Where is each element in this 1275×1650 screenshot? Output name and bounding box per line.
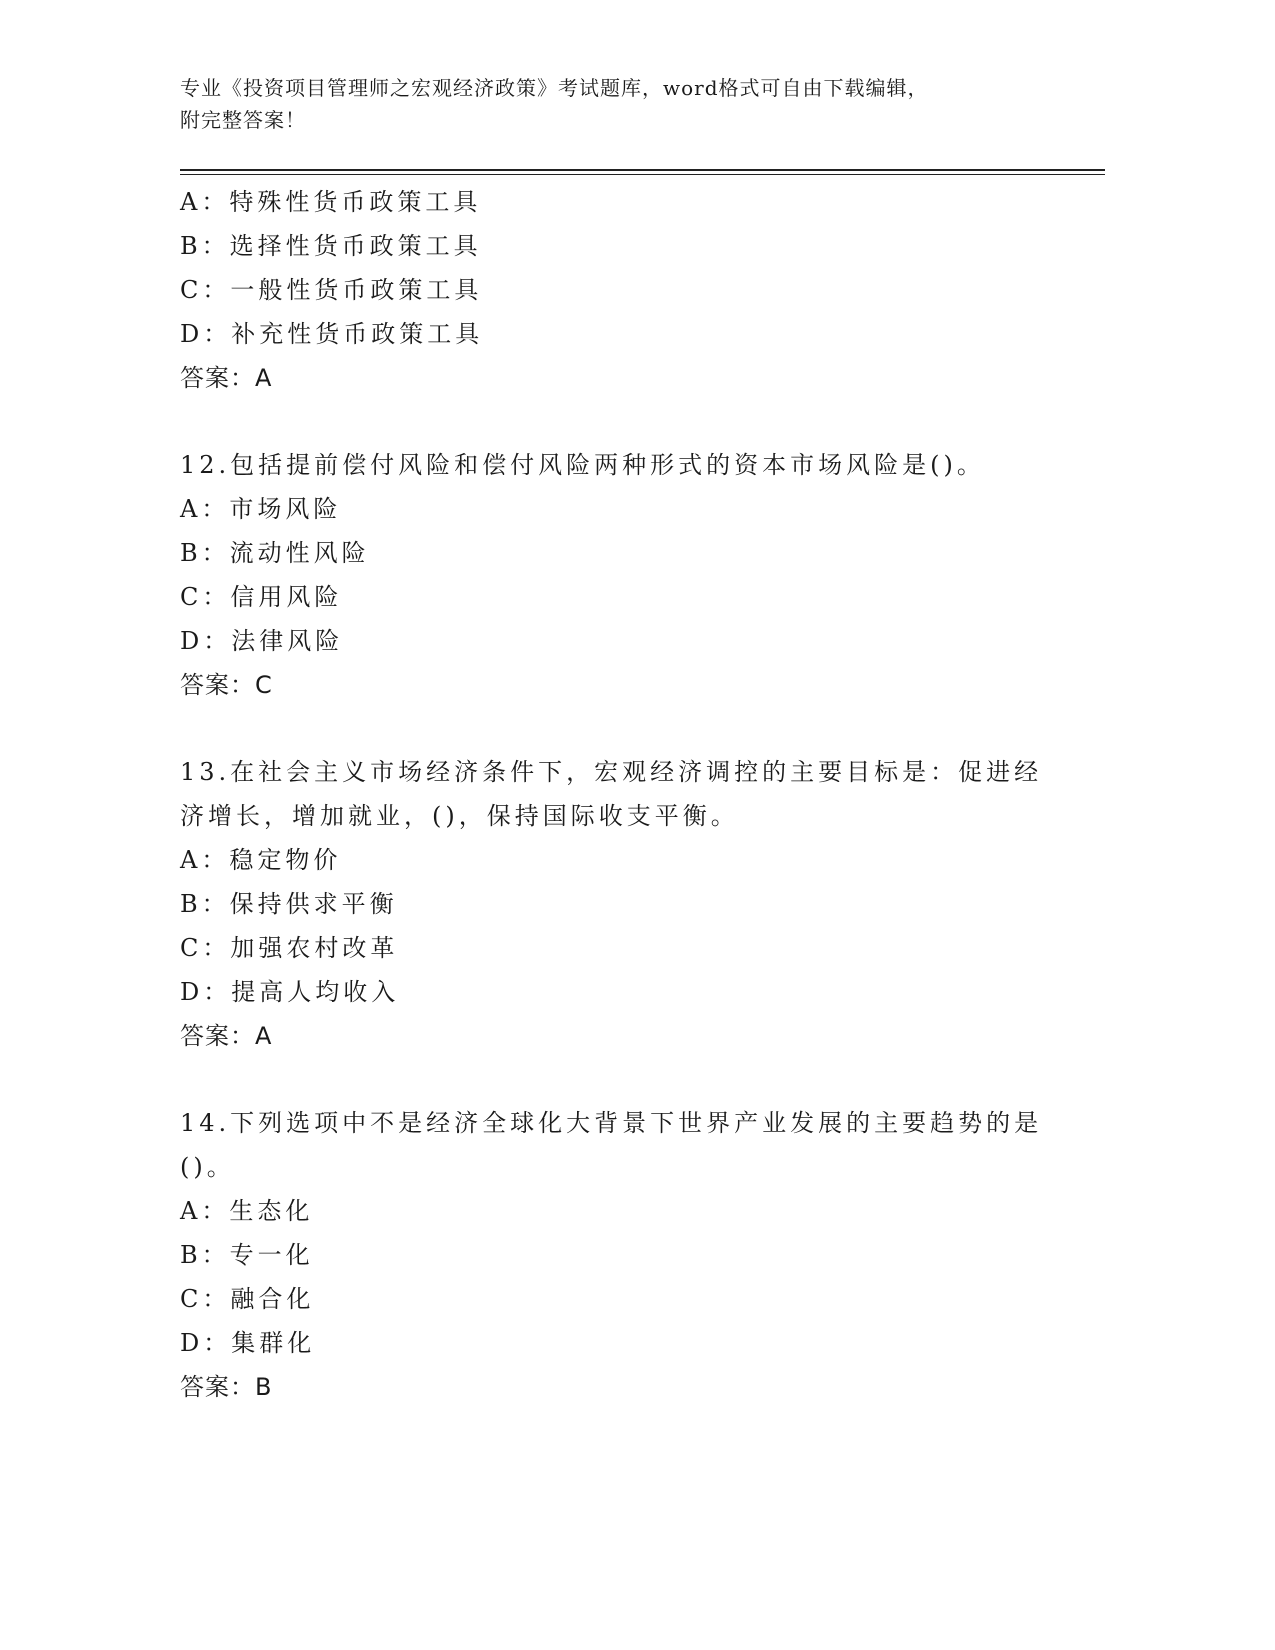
answer-line: 答案：B: [180, 1373, 273, 1401]
header-title-line-1: 专业《投资项目管理师之宏观经济政策》考试题库，word格式可自由下载编辑，: [180, 76, 929, 100]
question-stem: 12.包括提前偿付风险和偿付风险两种形式的资本市场风险是()。: [180, 451, 985, 479]
answer-line: 答案：C: [180, 671, 273, 699]
question-stem-line-1: 14.下列选项中不是经济全球化大背景下世界产业发展的主要趋势的是: [180, 1109, 1043, 1137]
answer-line: 答案：A: [180, 364, 273, 392]
option-a: A：生态化: [180, 1197, 314, 1225]
header-title-line-2: 附完整答案！: [180, 108, 306, 132]
question-13: [180, 750, 1105, 1058]
option-d: D：补充性货币政策工具: [180, 320, 484, 348]
question-stem-line-1: 13.在社会主义市场经济条件下，宏观经济调控的主要目标是：促进经: [180, 758, 1043, 786]
answer-line: 答案：A: [180, 1022, 273, 1050]
option-c: C：一般性货币政策工具: [180, 276, 483, 304]
question-stem-line-2: 济增长，增加就业，()，保持国际收支平衡。: [180, 802, 739, 830]
option-b: B：专一化: [180, 1241, 314, 1269]
spacer: [180, 400, 1105, 443]
option-b: B：流动性风险: [180, 539, 370, 567]
header-divider-thick: [180, 169, 1105, 171]
header-divider-thin: [180, 174, 1105, 175]
question-14: [180, 1101, 1105, 1409]
option-d: D：法律风险: [180, 627, 344, 655]
option-a: A：市场风险: [180, 495, 342, 523]
option-b: B：保持供求平衡: [180, 890, 398, 918]
question-list: [180, 180, 1105, 1409]
option-c: C：加强农村改革: [180, 934, 399, 962]
question-stem-line-2: ()。: [180, 1153, 235, 1181]
document-header: [180, 72, 1040, 136]
option-c: C：融合化: [180, 1285, 315, 1313]
question-11: [180, 180, 1105, 400]
spacer: [180, 707, 1105, 750]
option-d: D：集群化: [180, 1329, 316, 1357]
option-b: B：选择性货币政策工具: [180, 232, 482, 260]
option-a: A：特殊性货币政策工具: [180, 188, 482, 216]
spacer: [180, 1058, 1105, 1101]
option-c: C：信用风险: [180, 583, 343, 611]
option-d: D：提高人均收入: [180, 978, 400, 1006]
question-12: [180, 443, 1105, 707]
option-a: A：稳定物价: [180, 846, 342, 874]
